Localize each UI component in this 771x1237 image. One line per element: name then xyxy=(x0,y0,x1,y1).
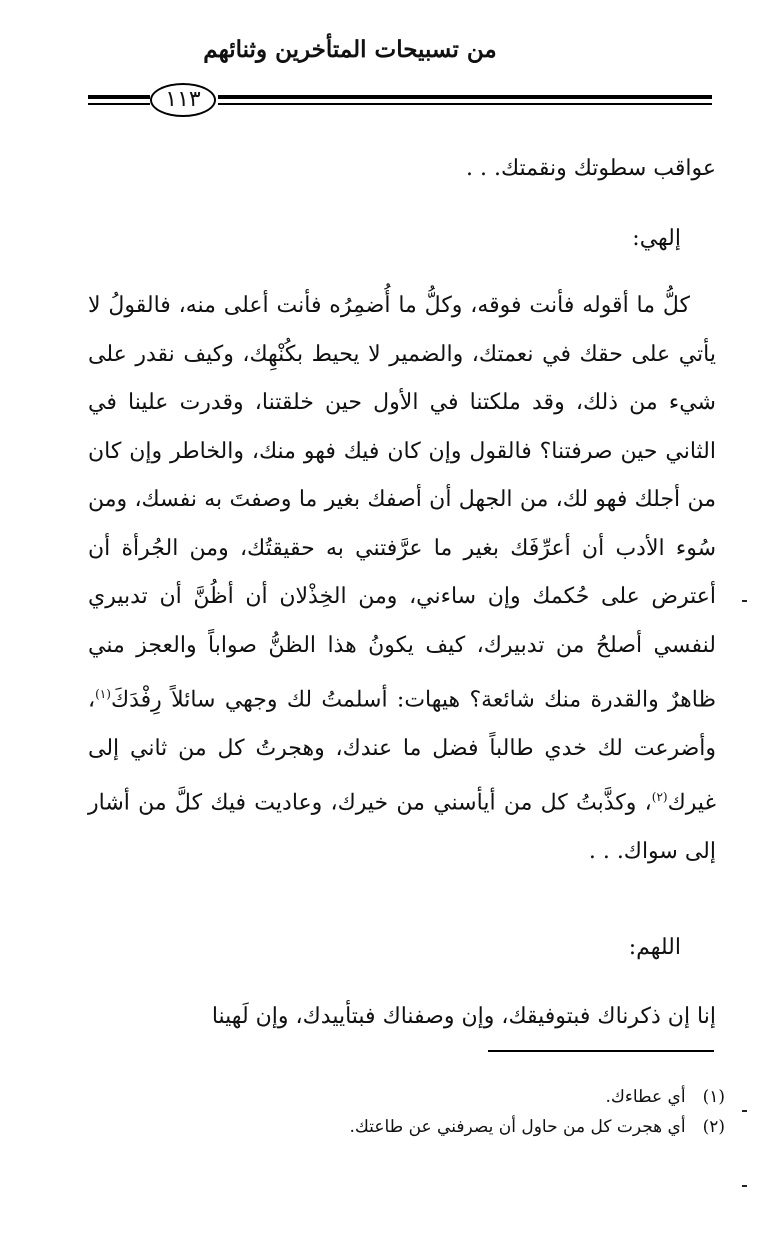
footnote-1 xyxy=(85,1082,725,1112)
main-text-part-3: ، وكذَّبتُ كل من أيأسني من خيرك، وعاديت فيك كلَّ من أشار إلى سواك. . . xyxy=(88,790,716,865)
scan-margin-mark xyxy=(742,1185,747,1187)
page-number: ١١٣ xyxy=(150,83,216,117)
footnotes xyxy=(85,1082,725,1142)
footnote-number: (٢) xyxy=(702,1117,725,1137)
main-paragraph-text xyxy=(88,282,716,877)
main-paragraph xyxy=(88,282,716,877)
continuation-text: عواقب سطوتك ونقمتك. . . xyxy=(466,156,716,181)
main-text-part-1: كلُّ ما أقوله فأنت فوقه، وكلُّ ما أُضمِرُه فأنت أعلى منه، فالقولُ لا يأتي على حقك في نعمتك، والضمير لا يحيط بكُنْهِك، وكيف نقدر على شيء من ذلك، وقد ملكتنا في الأول حين خلقتنا، وقدرت علينا في الثاني حين صرفتنا؟ فالقول وإن كان فيك فهو منك، والخاطر وإن كان من أجلك فهو لك، من الجهل أن أصفك بغير ما وصفتَ به نفسك، ومن سُوء الأدب أن أعرِّفَك بغير ما عرَّفتني به حقيقتُك، ومن الجُرأة أن أعترض على حُكمك وإن ساءني، ومن الخِذْلان أن أظُنَّ أن تدبيري لنفسي أصلحُ من تدبيرك، كيف يكونُ هذا الظنُّ صواباً والعجز مني ظاهرٌ والقدرة منك شائعة؟ هيهات: أسلمتُ لك وجهي سائلاً رِفْدَكَ xyxy=(88,293,716,713)
heading-allahumma: اللهم: xyxy=(628,935,681,960)
main-text-part-2: ، وأضرعت لك خدي طالباً فضل ما عندك، وهجرتُ كل من ثاني إلى غيرك xyxy=(88,687,716,816)
footnote-ref-2: (٢) xyxy=(651,790,668,805)
last-paragraph-text: إنا إن ذكرناك فبتوفيقك، وإن وصفناك فبتأييدك، وإن لَهينا xyxy=(211,1004,716,1029)
footnote-number: (١) xyxy=(702,1087,725,1107)
scan-margin-mark xyxy=(742,1110,747,1112)
footnote-2 xyxy=(85,1112,725,1142)
running-title: من تسبيحات المتأخرين وثنائهم xyxy=(203,36,497,63)
footnote-separator xyxy=(488,1050,714,1052)
header-rule-right xyxy=(218,95,712,105)
footnote-ref-1: (١) xyxy=(95,687,111,701)
header-rule-left xyxy=(88,95,150,105)
scan-margin-mark xyxy=(742,600,747,602)
footnote-text: أي هجرت كل من حاول أن يصرفني عن طاعتك. xyxy=(349,1117,686,1137)
footnote-text: أي عطاءك. xyxy=(605,1087,686,1107)
heading-ilahi: إلهي: xyxy=(632,226,681,251)
last-paragraph xyxy=(88,993,716,1042)
paragraph-continuation xyxy=(88,145,716,194)
